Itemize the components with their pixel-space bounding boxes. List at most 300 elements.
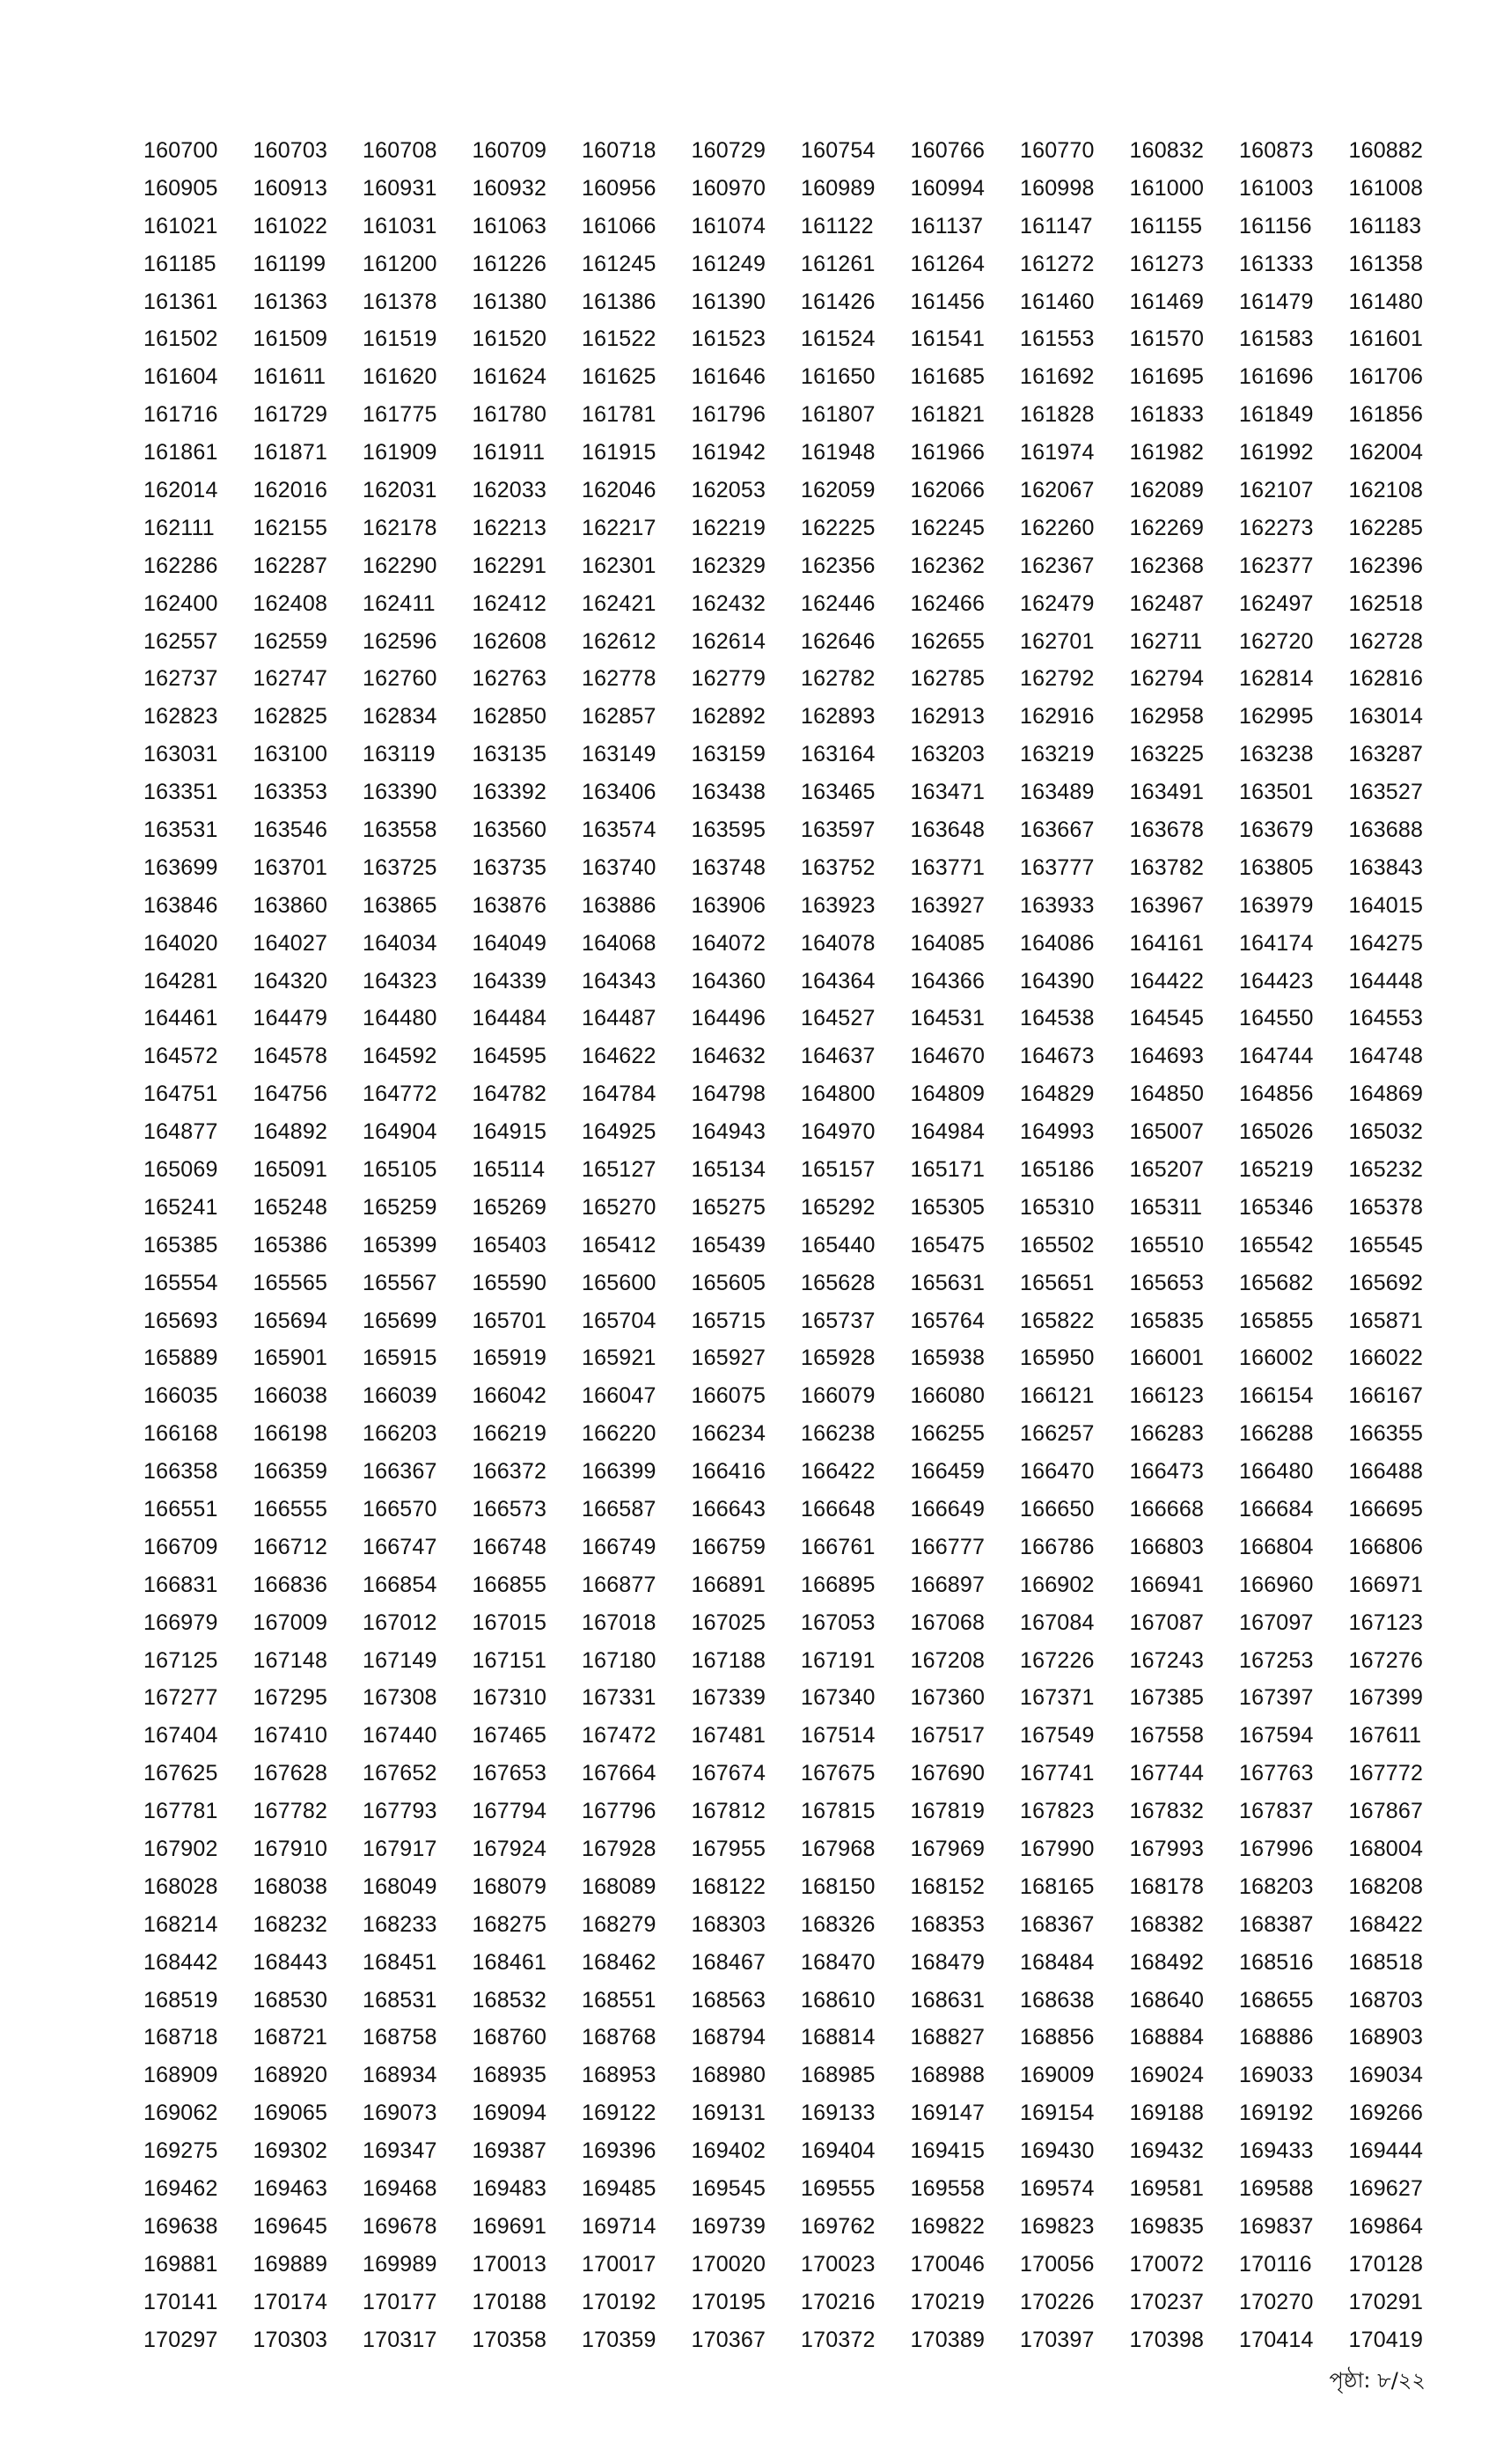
roll-number: 169404 (801, 2138, 876, 2164)
roll-number: 167628 (253, 1761, 328, 1786)
roll-number: 167015 (472, 1610, 547, 1635)
roll-number: 169432 (1129, 2138, 1205, 2164)
table-row (143, 2284, 1428, 2321)
roll-number: 162596 (363, 628, 437, 654)
roll-number: 167123 (1348, 1610, 1424, 1635)
roll-number: 168903 (1348, 2025, 1424, 2050)
roll-number: 168631 (910, 1987, 986, 2013)
roll-number: 168467 (691, 1949, 766, 1975)
roll-number: 164545 (1129, 1006, 1205, 1031)
roll-number: 163843 (1348, 854, 1424, 880)
roll-number: 169192 (1239, 2101, 1314, 2126)
roll-number: 165928 (801, 1346, 876, 1371)
table-row (143, 170, 1428, 208)
roll-number: 167295 (253, 1685, 328, 1711)
roll-number: 166803 (1129, 1534, 1205, 1559)
roll-number: 160754 (801, 137, 876, 163)
roll-number: 161604 (143, 364, 218, 390)
roll-number: 170141 (143, 2289, 218, 2314)
roll-number: 165822 (1020, 1308, 1095, 1333)
roll-number: 165692 (1348, 1270, 1424, 1295)
roll-number: 169433 (1239, 2138, 1314, 2164)
roll-number: 163777 (1020, 854, 1095, 880)
roll-number: 170414 (1239, 2327, 1314, 2352)
roll-number: 165567 (363, 1270, 437, 1295)
roll-number: 168150 (801, 1874, 876, 1899)
roll-number: 166473 (1129, 1459, 1205, 1485)
roll-number: 162217 (582, 515, 656, 540)
table-row (143, 698, 1428, 736)
roll-number: 160956 (582, 175, 656, 201)
roll-number: 162701 (1020, 628, 1095, 654)
roll-number: 165346 (1239, 1194, 1314, 1220)
roll-number: 170219 (910, 2289, 986, 2314)
roll-number: 165259 (363, 1194, 437, 1220)
table-row (143, 2246, 1428, 2284)
roll-number: 165114 (472, 1156, 546, 1182)
roll-number: 161781 (582, 402, 656, 428)
roll-number: 167399 (1348, 1685, 1424, 1711)
roll-number: 162794 (1129, 666, 1205, 692)
roll-number: 162368 (1129, 553, 1205, 578)
roll-number: 161974 (1020, 440, 1095, 466)
roll-number: 169714 (582, 2213, 656, 2239)
roll-number: 170359 (582, 2327, 656, 2352)
roll-number: 165069 (143, 1156, 218, 1182)
roll-number: 166047 (582, 1383, 656, 1409)
roll-number: 166154 (1239, 1383, 1314, 1409)
roll-number: 166971 (1348, 1572, 1424, 1597)
roll-number: 167549 (1020, 1723, 1095, 1749)
roll-number: 165007 (1129, 1119, 1205, 1145)
roll-number: 166891 (691, 1572, 766, 1597)
roll-number: 161796 (691, 402, 766, 428)
roll-number: 167149 (363, 1647, 437, 1673)
roll-number: 166709 (143, 1534, 218, 1559)
roll-number: 164798 (691, 1082, 766, 1107)
roll-number: 168203 (1239, 1874, 1314, 1899)
roll-number: 168461 (472, 1949, 547, 1975)
roll-number: 163927 (910, 892, 986, 918)
roll-number: 168988 (910, 2063, 986, 2088)
roll-number: 164904 (363, 1119, 437, 1145)
roll-number: 167990 (1020, 1837, 1095, 1862)
roll-number: 162329 (691, 553, 766, 578)
roll-number: 167793 (363, 1799, 437, 1824)
table-row (143, 1604, 1428, 1642)
roll-number: 165186 (1020, 1156, 1095, 1182)
roll-number: 166359 (253, 1459, 328, 1485)
roll-number: 167084 (1020, 1610, 1095, 1635)
roll-number: 161522 (582, 326, 656, 352)
roll-number: 162711 (1129, 628, 1203, 654)
roll-number: 164637 (801, 1044, 876, 1069)
roll-number: 164622 (582, 1044, 656, 1069)
roll-number: 168721 (253, 2025, 328, 2050)
roll-number: 162763 (472, 666, 547, 692)
roll-number: 167097 (1239, 1610, 1314, 1635)
roll-number: 160913 (253, 175, 328, 201)
roll-number: 160970 (691, 175, 766, 201)
table-row (143, 1151, 1428, 1189)
roll-number: 165270 (582, 1194, 656, 1220)
table-row (143, 1265, 1428, 1302)
roll-number: 166804 (1239, 1534, 1314, 1559)
roll-number: 164592 (363, 1044, 437, 1069)
roll-number: 166121 (1020, 1383, 1095, 1409)
roll-number: 163238 (1239, 742, 1314, 767)
roll-number: 166283 (1129, 1421, 1205, 1447)
roll-number: 163465 (801, 780, 876, 805)
roll-number: 169645 (253, 2213, 328, 2239)
roll-number: 166255 (910, 1421, 986, 1447)
roll-number: 165440 (801, 1232, 876, 1258)
roll-number: 166747 (363, 1534, 437, 1559)
roll-number: 163531 (143, 817, 218, 842)
roll-number: 166897 (910, 1572, 986, 1597)
roll-number: 161122 (801, 213, 874, 238)
roll-number: 166649 (910, 1497, 986, 1522)
roll-number: 162033 (472, 477, 547, 502)
roll-number: 162916 (1020, 704, 1095, 730)
roll-number: 166203 (363, 1421, 437, 1447)
roll-number: 167969 (910, 1837, 986, 1862)
roll-number: 164161 (1129, 930, 1205, 956)
roll-number: 169545 (691, 2176, 766, 2202)
roll-number: 161871 (253, 440, 328, 466)
roll-number: 162557 (143, 628, 218, 654)
table-row (143, 774, 1428, 811)
roll-number: 161502 (143, 326, 218, 352)
roll-number: 168640 (1129, 1987, 1205, 2013)
roll-number: 162760 (363, 666, 437, 692)
table-row (143, 849, 1428, 887)
roll-number: 161358 (1348, 251, 1424, 276)
table-row (143, 963, 1428, 1001)
roll-number: 164320 (253, 968, 328, 994)
roll-number: 165921 (582, 1346, 656, 1371)
roll-number: 162269 (1129, 515, 1205, 540)
roll-number: 163390 (363, 780, 437, 805)
roll-number: 165403 (472, 1232, 547, 1258)
roll-number: 163560 (472, 817, 547, 842)
roll-number: 164072 (691, 930, 766, 956)
roll-number: 164925 (582, 1119, 656, 1145)
roll-number: 166831 (143, 1572, 218, 1597)
roll-number: 166355 (1348, 1421, 1424, 1447)
roll-number: 163558 (363, 817, 437, 842)
roll-number: 165871 (1348, 1308, 1424, 1333)
roll-number: 169396 (582, 2138, 656, 2164)
roll-number: 165241 (143, 1194, 218, 1220)
roll-number: 167410 (253, 1723, 328, 1749)
roll-number: 161625 (582, 364, 656, 390)
roll-number: 166220 (582, 1421, 656, 1447)
roll-number: 165026 (1239, 1119, 1314, 1145)
roll-number: 169739 (691, 2213, 766, 2239)
roll-number: 163688 (1348, 817, 1424, 842)
roll-number: 167125 (143, 1647, 218, 1673)
table-row (143, 2132, 1428, 2170)
roll-number: 161966 (910, 440, 986, 466)
roll-number: 162608 (472, 628, 547, 654)
roll-number: 161245 (582, 251, 656, 276)
roll-number: 164869 (1348, 1082, 1424, 1107)
roll-number: 161716 (143, 402, 218, 428)
roll-number: 168638 (1020, 1987, 1095, 2013)
roll-number: 165091 (253, 1156, 328, 1182)
roll-number: 166234 (691, 1421, 766, 1447)
roll-number: 165565 (253, 1270, 328, 1295)
roll-number: 167772 (1348, 1761, 1424, 1786)
roll-number: 164693 (1129, 1044, 1205, 1069)
roll-number: 164364 (801, 968, 876, 994)
roll-number: 165699 (363, 1308, 437, 1333)
table-row (143, 1377, 1428, 1415)
roll-number: 166257 (1020, 1421, 1095, 1447)
roll-number: 161022 (253, 213, 328, 238)
table-row (143, 208, 1428, 246)
roll-number: 160905 (143, 175, 218, 201)
roll-number: 161909 (363, 440, 437, 466)
roll-number: 164632 (691, 1044, 766, 1069)
roll-number: 167832 (1129, 1799, 1205, 1824)
roll-number: 167823 (1020, 1799, 1095, 1824)
roll-number: 168856 (1020, 2025, 1095, 2050)
roll-number: 162779 (691, 666, 766, 692)
roll-number: 164550 (1239, 1006, 1314, 1031)
roll-number: 168518 (1348, 1949, 1424, 1975)
table-row (143, 1491, 1428, 1529)
roll-number: 169555 (801, 2176, 876, 2202)
roll-number: 161460 (1020, 289, 1095, 314)
roll-number: 161646 (691, 364, 766, 390)
roll-number: 162260 (1020, 515, 1095, 540)
roll-number: 170023 (801, 2251, 876, 2277)
roll-number: 162432 (691, 590, 766, 616)
roll-number: 166902 (1020, 1572, 1095, 1597)
roll-number: 163574 (582, 817, 656, 842)
roll-number: 165715 (691, 1308, 766, 1333)
roll-number: 164572 (143, 1044, 218, 1069)
roll-number: 161137 (910, 213, 984, 238)
roll-number: 163648 (910, 817, 986, 842)
roll-number: 163392 (472, 780, 547, 805)
roll-number: 162782 (801, 666, 876, 692)
roll-number: 164595 (472, 1044, 547, 1069)
roll-number: 170017 (582, 2251, 656, 2277)
roll-number: 167675 (801, 1761, 876, 1786)
roll-number: 165134 (691, 1156, 766, 1182)
table-row (143, 1982, 1428, 2020)
roll-number: 162958 (1129, 704, 1205, 730)
roll-number: 166643 (691, 1497, 766, 1522)
roll-number: 168519 (143, 1987, 218, 2013)
roll-number: 168279 (582, 1911, 656, 1937)
roll-number: 166650 (1020, 1497, 1095, 1522)
roll-number: 163597 (801, 817, 876, 842)
roll-number: 161249 (691, 251, 766, 276)
roll-number: 161729 (253, 402, 328, 428)
roll-number: 167652 (363, 1761, 437, 1786)
roll-number: 169835 (1129, 2213, 1205, 2239)
roll-number: 167796 (582, 1799, 656, 1824)
roll-number: 164343 (582, 968, 656, 994)
roll-number: 162412 (472, 590, 547, 616)
roll-number: 163748 (691, 854, 766, 880)
roll-number: 170291 (1348, 2289, 1424, 2314)
roll-number: 169588 (1239, 2176, 1314, 2202)
roll-number: 169468 (363, 2176, 437, 2202)
roll-number: 162411 (363, 590, 436, 616)
roll-number: 167744 (1129, 1761, 1205, 1786)
roll-number: 164800 (801, 1082, 876, 1107)
roll-number: 170237 (1129, 2289, 1205, 2314)
roll-number: 169483 (472, 2176, 547, 2202)
roll-number: 166777 (910, 1534, 986, 1559)
roll-number: 167741 (1020, 1761, 1095, 1786)
roll-number: 162059 (801, 477, 876, 502)
roll-number: 169062 (143, 2101, 218, 2126)
roll-number: 165032 (1348, 1119, 1424, 1145)
roll-number: 163546 (253, 817, 328, 842)
table-row (143, 1075, 1428, 1113)
roll-number: 162655 (910, 628, 986, 654)
roll-number: 168479 (910, 1949, 986, 1975)
table-row (143, 132, 1428, 170)
table-row (143, 1038, 1428, 1075)
roll-number: 166168 (143, 1421, 218, 1447)
number-grid (143, 132, 1428, 2359)
roll-number: 165704 (582, 1308, 656, 1333)
roll-number: 162646 (801, 628, 876, 654)
roll-number: 163491 (1129, 780, 1205, 805)
roll-number: 162004 (1348, 440, 1424, 466)
roll-number: 167208 (910, 1647, 986, 1673)
roll-number: 161780 (472, 402, 547, 428)
roll-number: 168655 (1239, 1987, 1314, 2013)
roll-number: 167664 (582, 1761, 656, 1786)
roll-number: 165919 (472, 1346, 547, 1371)
roll-number: 165386 (253, 1232, 328, 1258)
roll-number: 167993 (1129, 1837, 1205, 1862)
roll-number: 166761 (801, 1534, 876, 1559)
roll-number: 166198 (253, 1421, 328, 1447)
table-row (143, 1453, 1428, 1491)
roll-number: 170020 (691, 2251, 766, 2277)
roll-number: 160932 (472, 175, 547, 201)
roll-number: 164366 (910, 968, 986, 994)
roll-number: 162518 (1348, 590, 1424, 616)
roll-number: 167812 (691, 1799, 766, 1824)
roll-number: 170188 (472, 2289, 547, 2314)
roll-number: 166573 (472, 1497, 547, 1522)
roll-number: 162111 (143, 515, 215, 540)
table-row (143, 1906, 1428, 1944)
roll-number: 167625 (143, 1761, 218, 1786)
roll-number: 166035 (143, 1383, 218, 1409)
roll-number: 169131 (691, 2101, 766, 2126)
roll-number: 169033 (1239, 2063, 1314, 2088)
roll-number: 161833 (1129, 402, 1205, 428)
roll-number: 160770 (1020, 137, 1095, 163)
roll-number: 165554 (143, 1270, 218, 1295)
roll-number: 164784 (582, 1082, 656, 1107)
roll-number: 162362 (910, 553, 986, 578)
roll-number: 167517 (910, 1723, 986, 1749)
roll-number: 169627 (1348, 2176, 1424, 2202)
roll-number: 162014 (143, 477, 218, 502)
roll-number: 166668 (1129, 1497, 1205, 1522)
roll-number: 170174 (253, 2289, 328, 2314)
table-row (143, 2094, 1428, 2132)
roll-number: 162290 (363, 553, 437, 578)
roll-number: 169485 (582, 2176, 656, 2202)
roll-number: 164756 (253, 1082, 328, 1107)
roll-number: 164856 (1239, 1082, 1314, 1107)
roll-number: 168827 (910, 2025, 986, 2050)
roll-number: 162466 (910, 590, 986, 616)
table-row (143, 1944, 1428, 1982)
roll-number: 166470 (1020, 1459, 1095, 1485)
roll-number: 165127 (582, 1156, 656, 1182)
table-row (143, 736, 1428, 774)
table-row (143, 396, 1428, 434)
roll-number: 166836 (253, 1572, 328, 1597)
roll-number: 162213 (472, 515, 547, 540)
roll-number: 166001 (1129, 1346, 1205, 1371)
roll-number: 162400 (143, 590, 218, 616)
roll-number: 170372 (801, 2327, 876, 2352)
roll-number: 162497 (1239, 590, 1314, 616)
table-row (143, 1642, 1428, 1680)
roll-number: 166806 (1348, 1534, 1424, 1559)
roll-number: 164496 (691, 1006, 766, 1031)
roll-number: 167440 (363, 1723, 437, 1749)
roll-number: 161911 (472, 440, 546, 466)
roll-number: 168530 (253, 1987, 328, 2013)
roll-number: 162053 (691, 477, 766, 502)
roll-number: 165737 (801, 1308, 876, 1333)
roll-number: 161706 (1348, 364, 1424, 390)
roll-number: 161856 (1348, 402, 1424, 428)
roll-number: 167794 (472, 1799, 547, 1824)
roll-number: 170226 (1020, 2289, 1095, 2314)
roll-number: 169462 (143, 2176, 218, 2202)
roll-number: 168232 (253, 1911, 328, 1937)
roll-number: 166587 (582, 1497, 656, 1522)
roll-number: 161155 (1129, 213, 1203, 238)
roll-number: 168794 (691, 2025, 766, 2050)
roll-number: 169581 (1129, 2176, 1205, 2202)
roll-number: 167331 (582, 1685, 656, 1711)
roll-number: 169430 (1020, 2138, 1095, 2164)
roll-number: 161031 (363, 213, 437, 238)
roll-number: 162108 (1348, 477, 1424, 502)
roll-number: 161469 (1129, 289, 1205, 314)
roll-number: 168758 (363, 2025, 437, 2050)
roll-number: 168551 (582, 1987, 656, 2013)
roll-number: 163679 (1239, 817, 1314, 842)
roll-number: 170195 (691, 2289, 766, 2314)
roll-number: 166079 (801, 1383, 876, 1409)
roll-number: 164877 (143, 1119, 218, 1145)
roll-number: 168275 (472, 1911, 547, 1937)
roll-number: 166488 (1348, 1459, 1424, 1485)
roll-number: 164422 (1129, 968, 1205, 994)
roll-number: 168178 (1129, 1874, 1205, 1899)
roll-number: 164085 (910, 930, 986, 956)
